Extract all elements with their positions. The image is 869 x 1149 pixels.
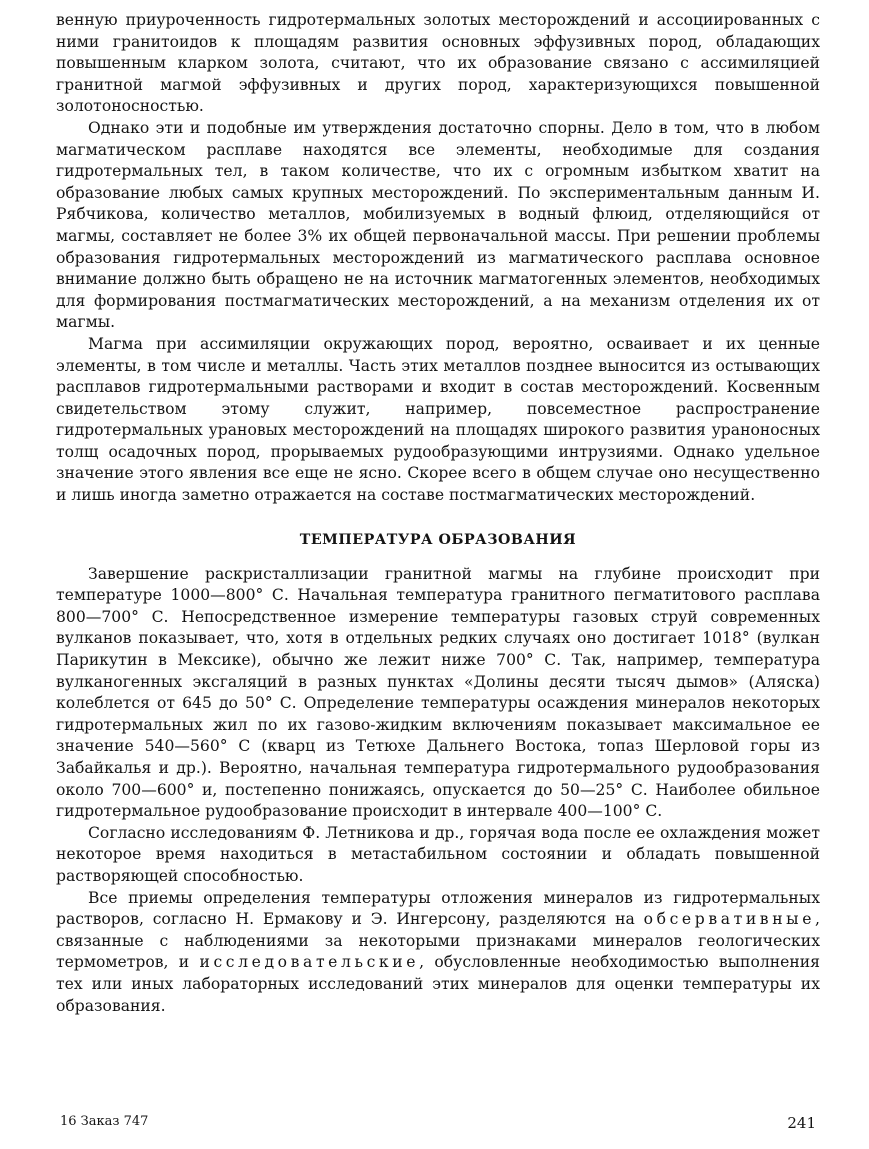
paragraph-3: Магма при ассимиляции окружающих пород, вероятно, осваивает и их ценные элементы, в том числе и металлы. Часть этих металлов позднее выносится из остывающих расплавов гидротермальными растворами и входит в состав месторождений. Косвенным свидетельством этому служит, например, повсеместное распространение гидротермальных урановых месторождений на площадях широкого развития ураноносных толщ осадочных пород, прорываемых рудообразующими интрузиями. Однако удельное значение этого явления все еще не ясно. Скорее всего в общем случае оно несущественно и лишь иногда заметно отражается на составе постмагматических месторождений. — [56, 334, 820, 505]
paragraph-5: Согласно исследованиям Ф. Летникова и др., горячая вода после ее охлаждения может некоторое время находиться в метастабильном состоянии и обладать повышенной растворяющей способностью. — [56, 823, 820, 885]
paragraph-6-end: , обусловленные необходимостью выполнения тех или иных лабораторных исследований этих минералов для оценки температуры их образования. — [56, 953, 820, 1015]
paragraph-6-start: Все приемы определения температуры отложения минералов из гидротермальных растворов, согласно Н. Ермакову и Э. Ингерсону, разделяются на — [56, 888, 820, 929]
term-research: исследовательские — [199, 953, 420, 972]
paragraph-4: Завершение раскристаллизации гранитной магмы на глубине происходит при температуре 1000—800° С. Начальная температура гранитного пегматитового расплава 800—700° С. Непосредственное измерение температуры газовых струй современных вулканов показывает, что, хотя в отдельных редких случаях оно достигает 1018° (вулкан Парикутин в Мексике), обычно же лежит ниже 700° С. Так, например, температура вулканогенных эксгаляций в разных пунктах «Долины десяти тысяч дымов» (Аляска) колеблется от 645 до 50° С. Определение температуры осаждения минералов некоторых гидротермальных жил по их газово-жидким включениям показывает максимальное ее значение 540—560° С (кварц из Тетюхе Дальнего Востока, топаз Шерловой горы из Забайкалья и др.). Вероятно, начальная температура гидротермального рудообразования около 700—600° и, постепенно понижаясь, опускается до 50—25° С. Наиболее обильное гидротермальное рудообразование происходит в интервале 400—100° С. — [56, 564, 820, 821]
page-body — [56, 10, 820, 1017]
page-footer — [60, 1114, 816, 1138]
paragraph-2: Однако эти и подобные им утверждения достаточно спорны. Дело в том, что в любом магматическом расплаве находятся все элементы, необходимые для создания гидротермальных тел, в таком количестве, что их с огромным избытком хватит на образование любых самых крупных месторождений. По экспериментальным данным И. Рябчикова, количество металлов, мобилизуемых в водный флюид, отделяющийся от магмы, составляет не более 3% их общей первоначальной массы. При решении проблемы образования гидротермальных месторождений из магматического расплава основное внимание должно быть обращено не на источник магматогенных элементов, необходимых для формирования постмагматических месторождений, а на механизм отделения их от магмы. — [56, 118, 820, 332]
section-heading: ТЕМПЕРАТУРА ОБРАЗОВАНИЯ — [299, 531, 577, 548]
printer-signature: 16 Заказ 747 — [60, 1114, 149, 1129]
page-number: 241 — [787, 1114, 816, 1132]
paragraph-6 — [56, 888, 820, 1018]
paragraph-6-middle: , связанные с наблюдениями за некоторыми признаками минералов геологических термометров, и — [56, 910, 820, 972]
term-observative: обсервативные — [643, 910, 816, 929]
paragraph-1: венную приуроченность гидротермальных золотых месторождений и ассоциированных с ними гранитоидов к площадям развития основных эффузивных пород, обладающих повышенным кларком золота, считают, что их образование связано с ассимиляцией гранитной магмой эффузивных и других пород, характеризующихся повышенной золотоносностью. — [56, 11, 820, 116]
